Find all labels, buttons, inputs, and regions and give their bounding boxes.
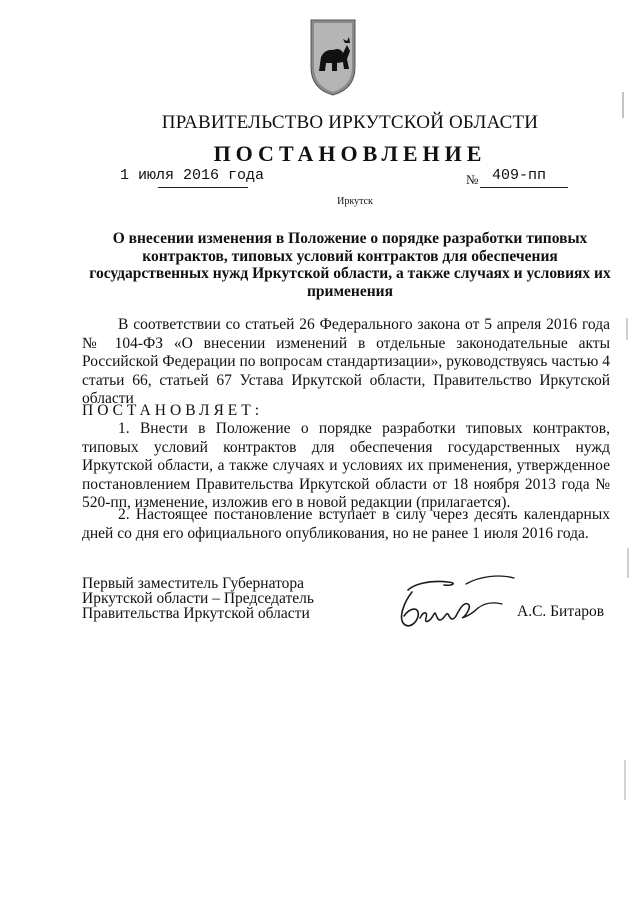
- number-sign: №: [466, 172, 479, 187]
- signer-position-line-3: Правительства Иркутской области: [82, 605, 310, 622]
- document-date: 1 июля 2016 года: [120, 167, 265, 184]
- handwritten-signature: [390, 572, 520, 634]
- decree-word: ПОСТАНОВЛЯЕТ:: [82, 402, 264, 419]
- scan-artifact: [624, 760, 626, 800]
- government-title: ПРАВИТЕЛЬСТВО ИРКУТСКОЙ ОБЛАСТИ: [161, 112, 539, 133]
- decree-item-2: 2. Настоящее постановление вступает в силу через десять календарных дней со дня его официального опубликования, но не ранее 1 июля 2016 года.: [82, 506, 610, 542]
- number-underline: [480, 187, 568, 188]
- scan-artifact: [626, 318, 628, 340]
- scan-artifact: [622, 92, 624, 118]
- document-number: 409-пп: [492, 167, 547, 184]
- signer-position-line-1: Первый заместитель Губернатора: [82, 575, 305, 592]
- document-type-title: ПОСТАНОВЛЕНИЕ: [213, 141, 487, 166]
- scan-artifact: [627, 548, 629, 578]
- signer-name: А.С. Битаров: [517, 603, 605, 620]
- decree-item-1: 1. Внести в Положение о порядке разработки типовых контрактов, типовых условий контрактов для обеспечения государственных нужд Иркутской области, а также случаях и условиях их применения, утвержденное постановлением Правительства Иркутской области от 18 ноября 2013 года № 520-пп, изменение, изложив его в новой редакции (прилагается).: [82, 420, 610, 511]
- preamble-paragraph: В соответствии со статьей 26 Федерального закона от 5 апреля 2016 года № 104-ФЗ «О внесении изменений в отдельные законодательные акты Российской Федерации по вопросам стандартизации», руководствуясь частью 4 статьи 66, статьей 67 Устава Иркутской области, Правительство Иркутской области: [82, 316, 610, 407]
- date-underline: [158, 187, 248, 188]
- signer-position-line-2: Иркутской области – Председатель: [82, 590, 314, 607]
- document-heading: О внесении изменения в Положение о порядке разработки типовых контрактов, типовых условий контрактов для обеспечения государственных нужд Иркутской области, а также случаях и условиях их применения: [89, 230, 611, 300]
- coat-of-arms-emblem: [307, 17, 359, 97]
- city-label: Иркутск: [337, 196, 373, 207]
